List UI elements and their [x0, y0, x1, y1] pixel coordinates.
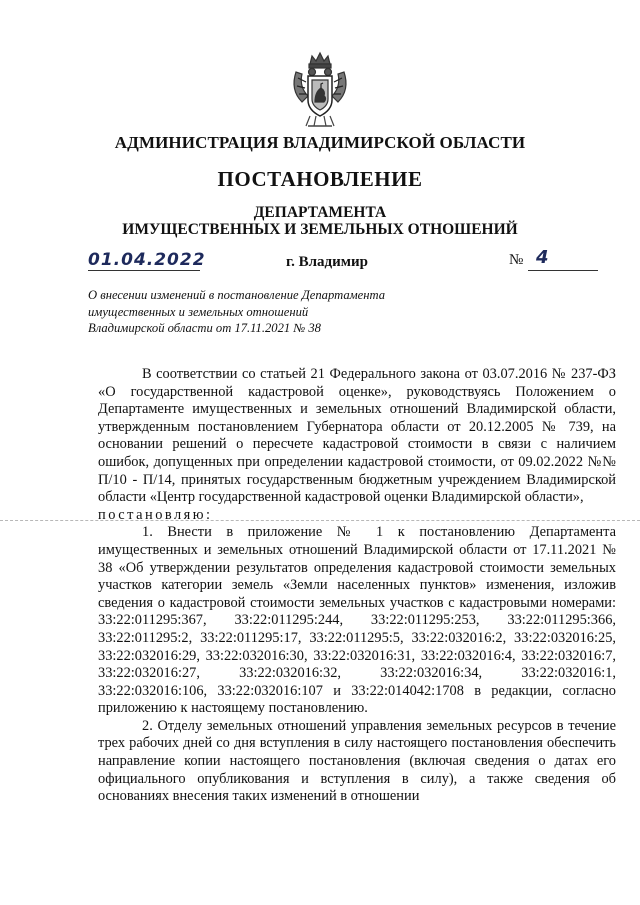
coat-of-arms-icon: [288, 50, 352, 130]
department-line-2: ИМУЩЕСТВЕННЫХ И ЗЕМЕЛЬНЫХ ОТНОШЕНИЙ: [122, 221, 518, 238]
city-label: г. Владимир: [286, 254, 368, 270]
number-sign: №: [509, 252, 524, 268]
document-body: [98, 366, 616, 806]
department-title: [0, 204, 640, 238]
subject-block: [88, 287, 418, 337]
handwritten-date: 01.04.2022: [88, 250, 206, 270]
item-1-paragraph: 1. Внести в приложение № 1 к постановлению Департамента имущественных и земельных отношений Владимирской области от 17.11.2021 № 38 «Об утверждении результатов определения кадастровой стоимости земельных участков категории земель «Земли населенных пунктов» изменения, изложив сведения о кадастровой стоимости земельных участков с кадастровыми номерами: 33:22:011295:367, 33:22:011295:244, 33:22:011295:253, 33:22:011295:366, 33:22:011295:2, 33:22:011295:17, 33:22:011295:5, 33:22:032016:2, 33:22:032016:25, 33:22:032016:29, 33:22:032016:30, 33:22:032016:31, 33:22:032016:4, 33:22:032016:7, 33:22:032016:27, 33:22:032016:32, 33:22:032016:34, 33:22:032016:1, 33:22:032016:106, 33:22:032016:107 и 33:22:014042:1708 в редакции, согласно приложению к настоящему постановлению.: [98, 524, 616, 717]
subject-line-3: Владимирской области от 17.11.2021 № 38: [88, 321, 321, 335]
date-number-line: [88, 247, 598, 278]
subject-line-2: имущественных и земельных отношений: [88, 304, 309, 319]
item-2-paragraph: 2. Отделу земельных отношений управления земельных ресурсов в течение трех рабочих дней со дня вступления в силу настоящего постановления обеспечить направление копии настоящего постановления (включая сведения о датах его официального опубликования и вступления в силу), а также сведения об основаниях внесения таких изменений в отношении: [98, 717, 616, 805]
decree-word: постановляю:: [98, 506, 213, 523]
number-underline: [528, 270, 598, 271]
department-line-1: ДЕПАРТАМЕНТА: [253, 204, 387, 221]
document-type-title: ПОСТАНОВЛЕНИЕ: [217, 167, 423, 191]
organization-title: АДМИНИСТРАЦИЯ ВЛАДИМИРСКОЙ ОБЛАСТИ: [114, 133, 526, 152]
date-underline: [88, 270, 200, 271]
preamble-paragraph: В соответствии со статьей 21 Федерального закона от 03.07.2016 № 237-ФЗ «О государственной кадастровой оценке», руководствуясь Положением о Департаменте имущественных и земельных отношений Владимирской области, утвержденным постановлением Губернатора области от 20.12.2005 № 739, на основании решений о пересчете кадастровой стоимости в связи с наличием ошибок, допущенных при определении кадастровой стоимости, от 09.02.2022 №№ П/10 - П/14, принятых государственным бюджетным учреждением Владимирской области «Центр государственной кадастровой оценки Владимирской области»,: [98, 366, 616, 506]
handwritten-number: 4: [536, 247, 549, 268]
subject-line-1: О внесении изменений в постановление Департамента: [88, 288, 386, 302]
